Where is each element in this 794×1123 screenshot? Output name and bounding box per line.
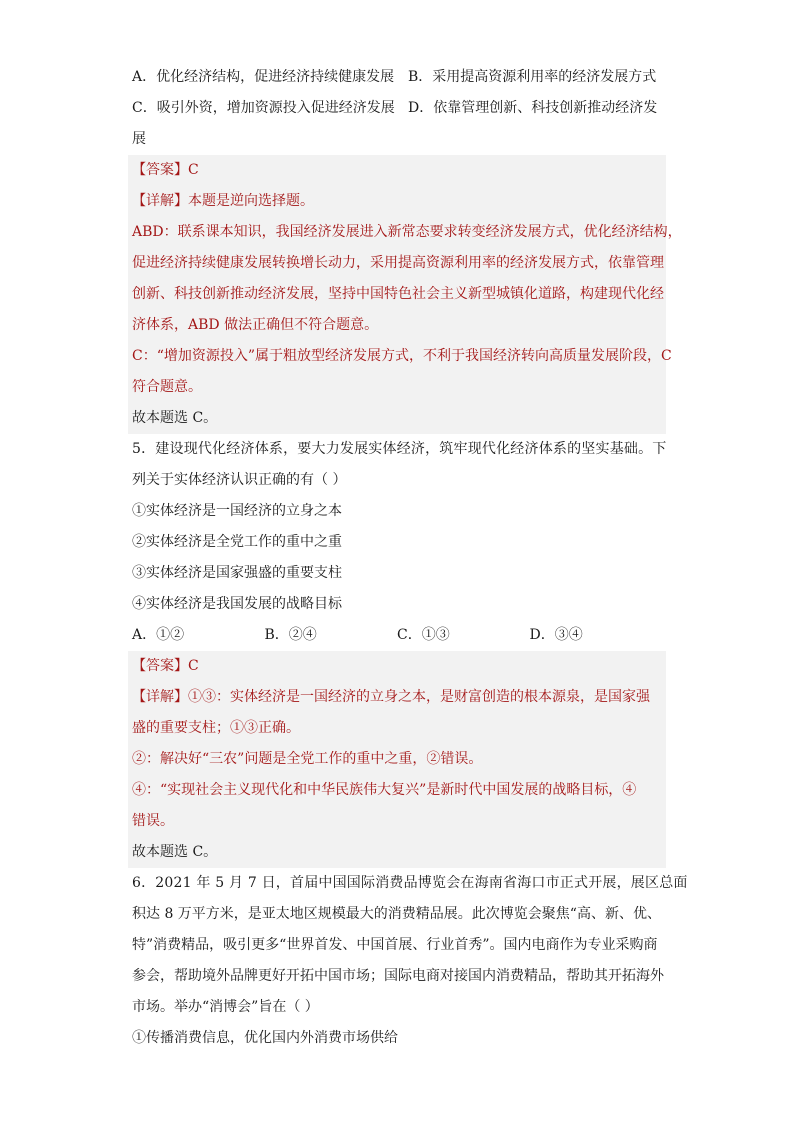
q5-option-d: D．③④ [529, 627, 583, 643]
q5-statement: ①实体经济是一国经济的立身之本 [132, 503, 342, 519]
q5-detail-label: 【详解】 [132, 689, 188, 705]
q5-detail-first-text: ①③：实体经济是一国经济的立身之本，是财富创造的根本源泉，是国家强 [188, 689, 650, 705]
q5-answer [132, 651, 666, 682]
q4-detail-line: ABD：联系课本知识，我国经济发展进入新常态要求转变经济发展方式，优化经济结构， [132, 224, 682, 240]
q5-answer-value: C [188, 658, 199, 674]
q5-answer-block [128, 651, 666, 868]
q4-detail-line: 创新、科技创新推动经济发展，坚持中国特色社会主义新型城镇化道路，构建现代化经 [132, 286, 664, 302]
q5-stem-line: 列关于实体经济认识正确的有（ ） [132, 472, 347, 488]
q4-options-row-2 [132, 93, 662, 124]
q5-options [132, 620, 662, 651]
q6-stem-line: 积达 8 万平方米，是亚太地区规模最大的消费精品展。此次博览会聚焦“高、新、优、 [132, 906, 661, 922]
q4-detail-line: 济体系，ABD 做法正确但不符合题意。 [132, 317, 379, 333]
q4-answer-label: 【答案】 [132, 162, 188, 178]
q5-statement: ③实体经济是国家强盛的重要支柱 [132, 565, 342, 581]
q4-option-c: C．吸引外资，增加资源投入促进经济发展 [132, 100, 395, 116]
q4-conclusion: 故本题选 C。 [132, 410, 218, 426]
q4-detail-line: C：“增加资源投入”属于粗放型经济发展方式，不利于我国经济转向高质量发展阶段，C [132, 348, 672, 364]
q6-statement: ①传播消费信息，优化国内外消费市场供给 [132, 1030, 398, 1046]
q5-option-c: C．①③ [397, 627, 450, 643]
q4-option-b: B．采用提高资源利用率的经济发展方式 [408, 69, 657, 85]
q4-options-row-1 [132, 62, 662, 93]
q4-option-a: A．优化经济结构，促进经济持续健康发展 [132, 69, 395, 85]
q5-conclusion: 故本题选 C。 [132, 844, 218, 860]
q5-answer-label: 【答案】 [132, 658, 188, 674]
q4-detail-line: 促进经济持续健康发展转换增长动力，采用提高资源利用率的经济发展方式，依靠管理 [132, 255, 664, 271]
q4-answer [132, 155, 666, 186]
q5-statement: ②实体经济是全党工作的重中之重 [132, 534, 342, 550]
q5-option-a: A．①② [132, 627, 185, 643]
q6-stem-line: 市场。举办“消博会”旨在（ ） [132, 999, 319, 1015]
q5-option-b: B．②④ [264, 627, 317, 643]
q4-detail-intro [132, 186, 666, 217]
q4-answer-block [128, 155, 682, 434]
q4-detail-label: 【详解】 [132, 193, 188, 209]
q4-answer-value: C [188, 162, 199, 178]
q4-option-d-continued: 展 [132, 131, 146, 147]
q5-detail-first [132, 682, 666, 713]
q4-detail-line: 符合题意。 [132, 379, 202, 395]
q6-stem-line: 6．2021 年 5 月 7 日，首届中国国际消费品博览会在海南省海口市正式开展，展区总面 [132, 875, 688, 891]
q5-detail-line: 盛的重要支柱；①③正确。 [132, 720, 300, 736]
q5-detail-line: ②：解决好“三农”问题是全党工作的重中之重，②错误。 [132, 751, 483, 767]
q6-stem-line: 参会，帮助境外品牌更好开拓中国市场；国际电商对接国内消费精品，帮助其开拓海外 [132, 968, 664, 984]
q4-option-d: D．依靠管理创新、科技创新推动经济发 [408, 100, 658, 116]
q5-detail-line: ④：“实现社会主义现代化和中华民族伟大复兴”是新时代中国发展的战略目标，④ [132, 782, 637, 798]
document-content [132, 62, 688, 1054]
q5-stem-line: 5．建设现代化经济体系，要大力发展实体经济，筑牢现代化经济体系的坚实基础。下 [132, 441, 667, 457]
q5-statement: ④实体经济是我国发展的战略目标 [132, 596, 342, 612]
q4-detail-intro-text: 本题是逆向选择题。 [188, 193, 314, 209]
q5-detail-line: 错误。 [132, 813, 174, 829]
q6-stem-line: 特”消费精品，吸引更多“世界首发、中国首展、行业首秀”。国内电商作为专业采购商 [132, 937, 658, 953]
